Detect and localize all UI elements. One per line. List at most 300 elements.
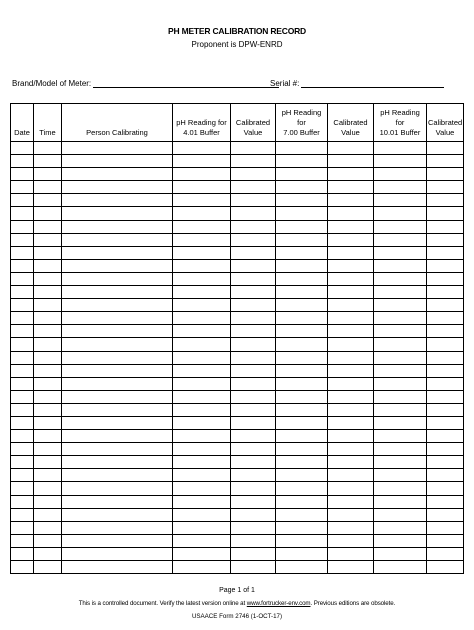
table-cell[interactable] bbox=[231, 521, 276, 534]
table-cell[interactable] bbox=[276, 416, 328, 429]
table-cell[interactable] bbox=[11, 325, 34, 338]
table-cell[interactable] bbox=[328, 207, 374, 220]
table-cell[interactable] bbox=[276, 233, 328, 246]
table-cell[interactable] bbox=[34, 456, 62, 469]
table-cell[interactable] bbox=[276, 430, 328, 443]
table-cell[interactable] bbox=[328, 416, 374, 429]
table-cell[interactable] bbox=[328, 547, 374, 560]
table-cell[interactable] bbox=[62, 351, 173, 364]
table-cell[interactable] bbox=[34, 312, 62, 325]
table-cell[interactable] bbox=[328, 272, 374, 285]
table-cell[interactable] bbox=[427, 534, 464, 547]
table-cell[interactable] bbox=[374, 351, 427, 364]
table-cell[interactable] bbox=[11, 155, 34, 168]
table-cell[interactable] bbox=[173, 142, 231, 155]
table-cell[interactable] bbox=[231, 534, 276, 547]
table-cell[interactable] bbox=[173, 508, 231, 521]
table-cell[interactable] bbox=[34, 495, 62, 508]
table-cell[interactable] bbox=[276, 312, 328, 325]
table-cell[interactable] bbox=[34, 233, 62, 246]
table-cell[interactable] bbox=[328, 443, 374, 456]
table-cell[interactable] bbox=[173, 390, 231, 403]
table-cell[interactable] bbox=[34, 547, 62, 560]
table-cell[interactable] bbox=[374, 299, 427, 312]
table-cell[interactable] bbox=[11, 443, 34, 456]
table-cell[interactable] bbox=[62, 482, 173, 495]
table-cell[interactable] bbox=[427, 194, 464, 207]
table-cell[interactable] bbox=[173, 325, 231, 338]
table-cell[interactable] bbox=[173, 561, 231, 574]
table-cell[interactable] bbox=[374, 430, 427, 443]
table-cell[interactable] bbox=[62, 338, 173, 351]
table-cell[interactable] bbox=[276, 443, 328, 456]
table-cell[interactable] bbox=[62, 233, 173, 246]
table-cell[interactable] bbox=[328, 403, 374, 416]
table-cell[interactable] bbox=[427, 377, 464, 390]
table-cell[interactable] bbox=[34, 338, 62, 351]
table-cell[interactable] bbox=[11, 181, 34, 194]
table-cell[interactable] bbox=[11, 521, 34, 534]
table-cell[interactable] bbox=[231, 547, 276, 560]
table-cell[interactable] bbox=[427, 338, 464, 351]
table-cell[interactable] bbox=[173, 155, 231, 168]
table-cell[interactable] bbox=[231, 246, 276, 259]
table-cell[interactable] bbox=[62, 181, 173, 194]
table-cell[interactable] bbox=[34, 403, 62, 416]
serial-input-line[interactable] bbox=[301, 78, 444, 88]
table-cell[interactable] bbox=[374, 194, 427, 207]
table-cell[interactable] bbox=[231, 469, 276, 482]
table-cell[interactable] bbox=[62, 561, 173, 574]
table-cell[interactable] bbox=[231, 364, 276, 377]
table-cell[interactable] bbox=[62, 194, 173, 207]
table-cell[interactable] bbox=[34, 364, 62, 377]
table-cell[interactable] bbox=[328, 259, 374, 272]
table-cell[interactable] bbox=[62, 390, 173, 403]
table-cell[interactable] bbox=[231, 220, 276, 233]
table-cell[interactable] bbox=[328, 194, 374, 207]
table-cell[interactable] bbox=[34, 521, 62, 534]
table-cell[interactable] bbox=[11, 142, 34, 155]
table-cell[interactable] bbox=[173, 312, 231, 325]
table-cell[interactable] bbox=[62, 443, 173, 456]
table-cell[interactable] bbox=[173, 430, 231, 443]
table-cell[interactable] bbox=[62, 430, 173, 443]
table-cell[interactable] bbox=[173, 246, 231, 259]
table-cell[interactable] bbox=[11, 338, 34, 351]
table-cell[interactable] bbox=[11, 220, 34, 233]
table-cell[interactable] bbox=[276, 403, 328, 416]
table-cell[interactable] bbox=[427, 299, 464, 312]
table-cell[interactable] bbox=[374, 403, 427, 416]
table-cell[interactable] bbox=[34, 286, 62, 299]
table-cell[interactable] bbox=[231, 482, 276, 495]
table-cell[interactable] bbox=[427, 325, 464, 338]
table-cell[interactable] bbox=[62, 286, 173, 299]
table-cell[interactable] bbox=[62, 508, 173, 521]
table-cell[interactable] bbox=[11, 286, 34, 299]
table-cell[interactable] bbox=[62, 456, 173, 469]
table-cell[interactable] bbox=[276, 456, 328, 469]
table-cell[interactable] bbox=[34, 351, 62, 364]
table-cell[interactable] bbox=[328, 364, 374, 377]
table-cell[interactable] bbox=[34, 416, 62, 429]
table-cell[interactable] bbox=[374, 482, 427, 495]
table-cell[interactable] bbox=[427, 351, 464, 364]
table-cell[interactable] bbox=[231, 508, 276, 521]
table-cell[interactable] bbox=[374, 155, 427, 168]
table-cell[interactable] bbox=[231, 430, 276, 443]
table-cell[interactable] bbox=[173, 495, 231, 508]
table-cell[interactable] bbox=[374, 168, 427, 181]
table-cell[interactable] bbox=[374, 469, 427, 482]
table-cell[interactable] bbox=[427, 286, 464, 299]
table-cell[interactable] bbox=[62, 534, 173, 547]
table-cell[interactable] bbox=[427, 469, 464, 482]
table-cell[interactable] bbox=[328, 521, 374, 534]
table-cell[interactable] bbox=[173, 299, 231, 312]
table-cell[interactable] bbox=[11, 482, 34, 495]
table-cell[interactable] bbox=[276, 207, 328, 220]
table-cell[interactable] bbox=[62, 312, 173, 325]
table-cell[interactable] bbox=[173, 194, 231, 207]
table-cell[interactable] bbox=[427, 495, 464, 508]
table-cell[interactable] bbox=[276, 155, 328, 168]
table-cell[interactable] bbox=[34, 272, 62, 285]
table-cell[interactable] bbox=[231, 456, 276, 469]
table-cell[interactable] bbox=[231, 351, 276, 364]
table-cell[interactable] bbox=[34, 168, 62, 181]
table-cell[interactable] bbox=[328, 142, 374, 155]
table-cell[interactable] bbox=[62, 246, 173, 259]
table-cell[interactable] bbox=[328, 338, 374, 351]
table-cell[interactable] bbox=[34, 220, 62, 233]
table-cell[interactable] bbox=[231, 168, 276, 181]
table-cell[interactable] bbox=[173, 521, 231, 534]
table-cell[interactable] bbox=[328, 325, 374, 338]
table-cell[interactable] bbox=[427, 142, 464, 155]
table-cell[interactable] bbox=[374, 220, 427, 233]
table-cell[interactable] bbox=[427, 155, 464, 168]
table-cell[interactable] bbox=[276, 351, 328, 364]
table-cell[interactable] bbox=[374, 390, 427, 403]
table-cell[interactable] bbox=[328, 351, 374, 364]
table-cell[interactable] bbox=[374, 377, 427, 390]
table-cell[interactable] bbox=[427, 233, 464, 246]
table-cell[interactable] bbox=[173, 377, 231, 390]
table-cell[interactable] bbox=[173, 233, 231, 246]
table-cell[interactable] bbox=[34, 534, 62, 547]
table-cell[interactable] bbox=[374, 259, 427, 272]
table-cell[interactable] bbox=[427, 181, 464, 194]
table-cell[interactable] bbox=[11, 534, 34, 547]
table-cell[interactable] bbox=[328, 469, 374, 482]
table-cell[interactable] bbox=[231, 286, 276, 299]
table-cell[interactable] bbox=[276, 181, 328, 194]
table-cell[interactable] bbox=[374, 456, 427, 469]
table-cell[interactable] bbox=[328, 155, 374, 168]
table-cell[interactable] bbox=[173, 351, 231, 364]
table-cell[interactable] bbox=[276, 561, 328, 574]
table-cell[interactable] bbox=[231, 299, 276, 312]
table-cell[interactable] bbox=[276, 534, 328, 547]
table-cell[interactable] bbox=[62, 299, 173, 312]
table-cell[interactable] bbox=[231, 207, 276, 220]
table-cell[interactable] bbox=[374, 207, 427, 220]
table-cell[interactable] bbox=[11, 547, 34, 560]
table-cell[interactable] bbox=[374, 246, 427, 259]
table-cell[interactable] bbox=[231, 259, 276, 272]
table-cell[interactable] bbox=[231, 325, 276, 338]
table-cell[interactable] bbox=[276, 338, 328, 351]
table-cell[interactable] bbox=[427, 547, 464, 560]
table-cell[interactable] bbox=[328, 508, 374, 521]
table-cell[interactable] bbox=[374, 534, 427, 547]
table-cell[interactable] bbox=[11, 351, 34, 364]
table-cell[interactable] bbox=[328, 168, 374, 181]
table-cell[interactable] bbox=[34, 430, 62, 443]
table-cell[interactable] bbox=[276, 286, 328, 299]
table-cell[interactable] bbox=[11, 390, 34, 403]
table-cell[interactable] bbox=[374, 495, 427, 508]
table-cell[interactable] bbox=[173, 259, 231, 272]
table-cell[interactable] bbox=[62, 521, 173, 534]
table-cell[interactable] bbox=[62, 155, 173, 168]
table-cell[interactable] bbox=[427, 259, 464, 272]
table-cell[interactable] bbox=[276, 469, 328, 482]
table-cell[interactable] bbox=[427, 561, 464, 574]
table-cell[interactable] bbox=[374, 272, 427, 285]
table-cell[interactable] bbox=[374, 508, 427, 521]
table-cell[interactable] bbox=[62, 377, 173, 390]
table-cell[interactable] bbox=[231, 561, 276, 574]
table-cell[interactable] bbox=[328, 456, 374, 469]
table-cell[interactable] bbox=[427, 220, 464, 233]
table-cell[interactable] bbox=[34, 259, 62, 272]
table-cell[interactable] bbox=[374, 233, 427, 246]
table-cell[interactable] bbox=[374, 364, 427, 377]
table-cell[interactable] bbox=[34, 194, 62, 207]
brand-model-input-line[interactable] bbox=[93, 78, 279, 88]
table-cell[interactable] bbox=[374, 521, 427, 534]
website-link[interactable]: www.fortrucker-env.com bbox=[246, 600, 311, 607]
table-cell[interactable] bbox=[328, 233, 374, 246]
table-cell[interactable] bbox=[34, 482, 62, 495]
table-cell[interactable] bbox=[427, 508, 464, 521]
table-cell[interactable] bbox=[34, 246, 62, 259]
table-cell[interactable] bbox=[276, 272, 328, 285]
table-cell[interactable] bbox=[231, 272, 276, 285]
table-cell[interactable] bbox=[427, 430, 464, 443]
table-cell[interactable] bbox=[231, 312, 276, 325]
table-cell[interactable] bbox=[276, 547, 328, 560]
table-cell[interactable] bbox=[173, 469, 231, 482]
table-cell[interactable] bbox=[11, 495, 34, 508]
table-cell[interactable] bbox=[62, 207, 173, 220]
table-cell[interactable] bbox=[276, 220, 328, 233]
table-cell[interactable] bbox=[328, 482, 374, 495]
table-cell[interactable] bbox=[173, 286, 231, 299]
table-cell[interactable] bbox=[374, 338, 427, 351]
table-cell[interactable] bbox=[328, 181, 374, 194]
table-cell[interactable] bbox=[328, 299, 374, 312]
table-cell[interactable] bbox=[34, 181, 62, 194]
table-cell[interactable] bbox=[231, 142, 276, 155]
table-cell[interactable] bbox=[328, 246, 374, 259]
table-cell[interactable] bbox=[328, 495, 374, 508]
table-cell[interactable] bbox=[276, 259, 328, 272]
table-cell[interactable] bbox=[374, 325, 427, 338]
table-cell[interactable] bbox=[374, 561, 427, 574]
table-cell[interactable] bbox=[328, 390, 374, 403]
table-cell[interactable] bbox=[374, 286, 427, 299]
table-cell[interactable] bbox=[11, 312, 34, 325]
table-cell[interactable] bbox=[173, 272, 231, 285]
table-cell[interactable] bbox=[62, 259, 173, 272]
table-cell[interactable] bbox=[276, 142, 328, 155]
table-cell[interactable] bbox=[62, 469, 173, 482]
table-cell[interactable] bbox=[34, 390, 62, 403]
table-cell[interactable] bbox=[276, 508, 328, 521]
table-cell[interactable] bbox=[34, 469, 62, 482]
table-cell[interactable] bbox=[173, 364, 231, 377]
table-cell[interactable] bbox=[34, 377, 62, 390]
table-cell[interactable] bbox=[11, 207, 34, 220]
table-cell[interactable] bbox=[427, 416, 464, 429]
table-cell[interactable] bbox=[328, 561, 374, 574]
table-cell[interactable] bbox=[231, 155, 276, 168]
table-cell[interactable] bbox=[427, 246, 464, 259]
table-cell[interactable] bbox=[427, 521, 464, 534]
table-cell[interactable] bbox=[62, 416, 173, 429]
table-cell[interactable] bbox=[231, 233, 276, 246]
table-cell[interactable] bbox=[427, 443, 464, 456]
table-cell[interactable] bbox=[62, 142, 173, 155]
table-cell[interactable] bbox=[11, 430, 34, 443]
table-cell[interactable] bbox=[231, 443, 276, 456]
table-cell[interactable] bbox=[231, 495, 276, 508]
table-cell[interactable] bbox=[11, 364, 34, 377]
table-cell[interactable] bbox=[11, 416, 34, 429]
table-cell[interactable] bbox=[62, 495, 173, 508]
table-cell[interactable] bbox=[276, 390, 328, 403]
table-cell[interactable] bbox=[11, 168, 34, 181]
table-cell[interactable] bbox=[276, 194, 328, 207]
table-cell[interactable] bbox=[11, 508, 34, 521]
table-cell[interactable] bbox=[34, 325, 62, 338]
table-cell[interactable] bbox=[62, 272, 173, 285]
table-cell[interactable] bbox=[11, 299, 34, 312]
table-cell[interactable] bbox=[328, 534, 374, 547]
table-cell[interactable] bbox=[276, 168, 328, 181]
table-cell[interactable] bbox=[427, 456, 464, 469]
table-cell[interactable] bbox=[328, 220, 374, 233]
table-cell[interactable] bbox=[173, 168, 231, 181]
table-cell[interactable] bbox=[276, 495, 328, 508]
table-cell[interactable] bbox=[173, 547, 231, 560]
table-cell[interactable] bbox=[427, 364, 464, 377]
table-cell[interactable] bbox=[374, 181, 427, 194]
table-cell[interactable] bbox=[11, 194, 34, 207]
table-cell[interactable] bbox=[11, 469, 34, 482]
table-cell[interactable] bbox=[34, 299, 62, 312]
table-cell[interactable] bbox=[276, 246, 328, 259]
table-cell[interactable] bbox=[62, 364, 173, 377]
table-cell[interactable] bbox=[173, 403, 231, 416]
table-cell[interactable] bbox=[62, 325, 173, 338]
table-cell[interactable] bbox=[34, 207, 62, 220]
table-cell[interactable] bbox=[328, 312, 374, 325]
table-cell[interactable] bbox=[62, 403, 173, 416]
table-cell[interactable] bbox=[62, 168, 173, 181]
table-cell[interactable] bbox=[276, 299, 328, 312]
table-cell[interactable] bbox=[173, 416, 231, 429]
table-cell[interactable] bbox=[427, 207, 464, 220]
table-cell[interactable] bbox=[328, 430, 374, 443]
table-cell[interactable] bbox=[11, 246, 34, 259]
table-cell[interactable] bbox=[62, 547, 173, 560]
table-cell[interactable] bbox=[11, 377, 34, 390]
table-cell[interactable] bbox=[276, 482, 328, 495]
table-cell[interactable] bbox=[11, 272, 34, 285]
table-cell[interactable] bbox=[276, 377, 328, 390]
table-cell[interactable] bbox=[173, 482, 231, 495]
table-cell[interactable] bbox=[328, 286, 374, 299]
table-cell[interactable] bbox=[231, 181, 276, 194]
table-cell[interactable] bbox=[374, 142, 427, 155]
table-cell[interactable] bbox=[231, 338, 276, 351]
table-cell[interactable] bbox=[276, 325, 328, 338]
table-cell[interactable] bbox=[231, 194, 276, 207]
table-cell[interactable] bbox=[173, 456, 231, 469]
table-cell[interactable] bbox=[427, 168, 464, 181]
table-cell[interactable] bbox=[231, 377, 276, 390]
table-cell[interactable] bbox=[374, 547, 427, 560]
table-cell[interactable] bbox=[34, 142, 62, 155]
table-cell[interactable] bbox=[427, 403, 464, 416]
table-cell[interactable] bbox=[231, 403, 276, 416]
table-cell[interactable] bbox=[231, 390, 276, 403]
table-cell[interactable] bbox=[11, 456, 34, 469]
table-cell[interactable] bbox=[374, 312, 427, 325]
table-cell[interactable] bbox=[11, 233, 34, 246]
table-cell[interactable] bbox=[173, 207, 231, 220]
table-cell[interactable] bbox=[34, 443, 62, 456]
table-cell[interactable] bbox=[173, 220, 231, 233]
table-cell[interactable] bbox=[276, 521, 328, 534]
table-cell[interactable] bbox=[276, 364, 328, 377]
table-cell[interactable] bbox=[173, 443, 231, 456]
table-cell[interactable] bbox=[427, 272, 464, 285]
table-cell[interactable] bbox=[34, 561, 62, 574]
table-cell[interactable] bbox=[374, 416, 427, 429]
table-cell[interactable] bbox=[11, 561, 34, 574]
table-cell[interactable] bbox=[173, 181, 231, 194]
table-cell[interactable] bbox=[374, 443, 427, 456]
table-cell[interactable] bbox=[173, 534, 231, 547]
table-cell[interactable] bbox=[34, 155, 62, 168]
table-cell[interactable] bbox=[231, 416, 276, 429]
table-cell[interactable] bbox=[427, 482, 464, 495]
table-cell[interactable] bbox=[328, 377, 374, 390]
table-cell[interactable] bbox=[34, 508, 62, 521]
table-cell[interactable] bbox=[173, 338, 231, 351]
table-cell[interactable] bbox=[427, 390, 464, 403]
table-cell[interactable] bbox=[11, 403, 34, 416]
table-cell[interactable] bbox=[11, 259, 34, 272]
table-cell[interactable] bbox=[427, 312, 464, 325]
table-cell[interactable] bbox=[62, 220, 173, 233]
